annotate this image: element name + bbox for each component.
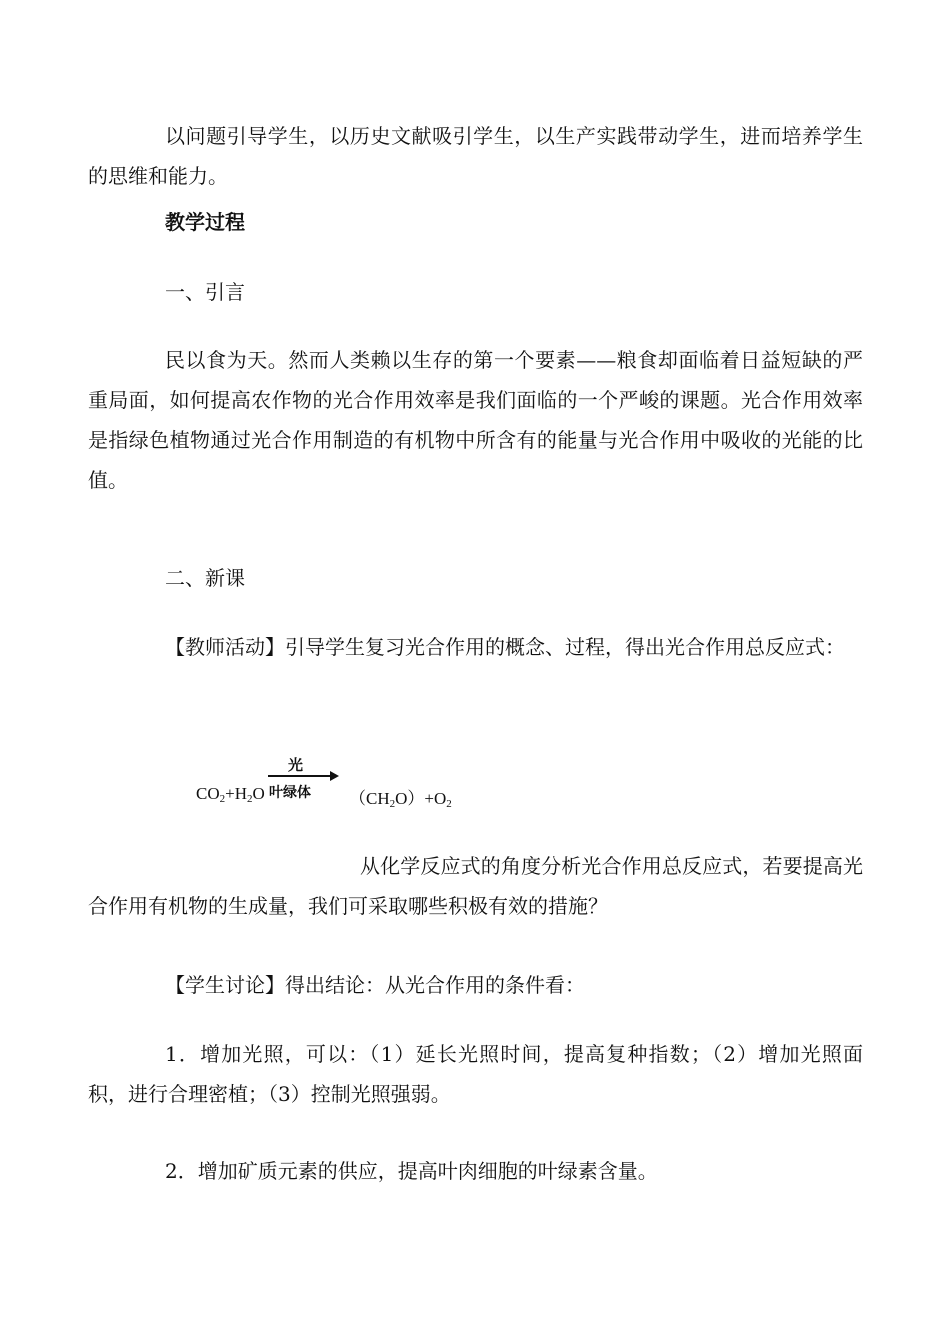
equation-products: $(CH_2O)+O_2$	[349, 789, 452, 810]
section-title: 教学过程	[165, 210, 245, 234]
teacher-activity-paragraph: 【教师活动】引导学生复习光合作用的概念、过程，得出光合作用总反应式：	[165, 635, 845, 659]
intro-paragraph: 以问题引导学生，以历史文献吸引学生，以生产实践带动学生，进而培养学生的思维和能力。	[88, 124, 863, 188]
equation-reactants: $CO_2+H_2O$	[196, 784, 265, 805]
point-1-paragraph: 1．增加光照，可以：（1）延长光照时间，提高复种指数；（2）增加光照面积，进行合理密植；（3）控制光照强弱。	[88, 1042, 863, 1106]
question-paragraph: 从化学反应式的角度分析光合作用总反应式，若要提高光合作用有机物的生成量，我们可采取哪些积极有效的措施？	[88, 854, 863, 918]
reaction-arrow-icon	[268, 770, 340, 782]
point-2-paragraph: 2．增加矿质元素的供应，提高叶肉细胞的叶绿素含量。	[165, 1159, 658, 1183]
arrow-condition-chloroplast: 叶绿体	[269, 785, 311, 801]
heading-introduction: 一、引言	[165, 280, 245, 304]
introduction-paragraph: 民以食为天。然而人类赖以生存的第一个要素——粮食却面临着日益短缺的严重局面，如何提高农作物的光合作用效率是我们面临的一个严峻的课题。光合作用效率是指绿色植物通过光合作用制造的有机物中所含有的能量与光合作用中吸收的光能的比值。	[88, 348, 863, 492]
photosynthesis-equation	[196, 752, 496, 812]
arrow-condition-light: 光	[288, 756, 304, 774]
heading-new-lesson: 二、新课	[165, 566, 245, 590]
student-discussion-paragraph: 【学生讨论】得出结论：从光合作用的条件看：	[165, 973, 585, 997]
